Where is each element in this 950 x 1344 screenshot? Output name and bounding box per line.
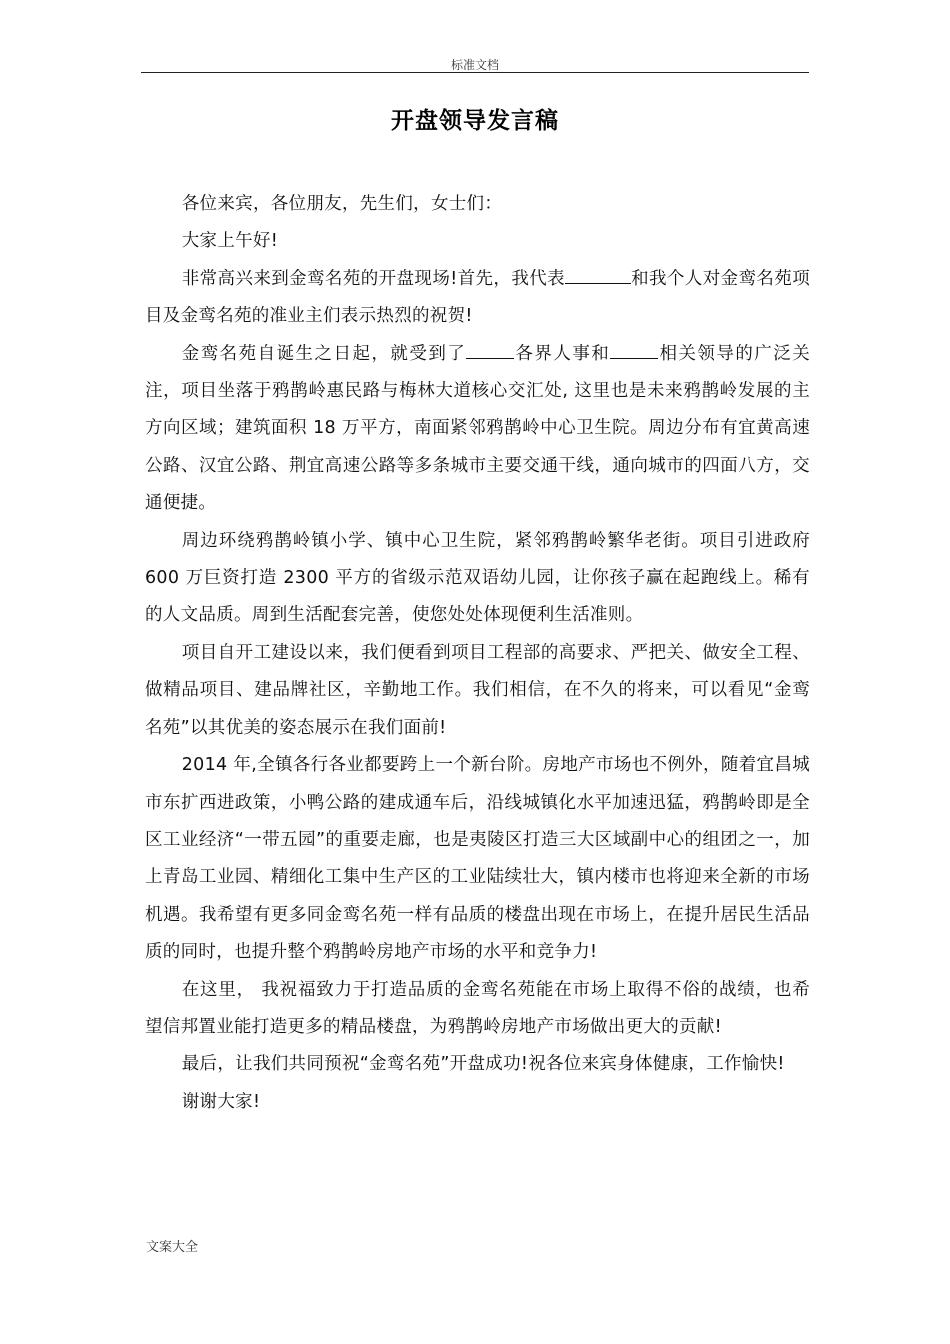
paragraph-surroundings: 周边环绕鸦鹊岭镇小学、镇中心卫生院，紧邻鸦鹊岭繁华老街。项目引进政府 600 万巨资打造 2300 平方的省级示范双语幼儿园，让你孩子赢在起跑线上。稀有的人文品质。周到生活配套完善，使您处处体现便利生活准则。: [145, 530, 810, 626]
fill-in-blank: [565, 264, 631, 283]
paragraph-text: 相关领导的广泛关注，项目坐落于鸦鹊岭惠民路与梅林大道核心交汇处, 这里也是未来鸦鹊岭发展的主方向区域；建筑面积 18 万平方，南面紧邻鸦鹊岭中心卫生院。周边分布有宜黄高速公路、汉宜公路、荆宜高速公路等多条城市主要交通干线，通向城市的四面八方，交通便捷。: [145, 343, 811, 514]
paragraph-construction: 项目自开工建设以来，我们便看到项目工程部的高要求、严把关、做安全工程、做精品项目、建品牌社区，辛勤地工作。我们相信，在不久的将来，可以看见“金鸾名苑”以其优美的姿态展示在我们面前!: [145, 642, 810, 738]
page-footer: 文案大全: [146, 1240, 199, 1255]
paragraph-text: 各界人事和: [514, 343, 611, 364]
page-header: 标准文档: [450, 58, 499, 72]
paragraph-text: 金鸾名苑自诞生之日起，就受到了: [181, 343, 467, 364]
paragraph-market: 2014 年,全镇各行各业都要跨上一个新台阶。房地产市场也不例外，随着宜昌城市东扩西进政策，小鸭公路的建成通车后，沿线城镇化水平加速迅猛，鸦鹊岭即是全区工业经济“一带五园”的重要走廊，也是夷陵区打造三大区域副中心的组团之一，加上青岛工业园、精细化工集中生产区的工业陆续壮大，镇内楼市也将迎来全新的市场机遇。我希望有更多同金鸾名苑一样有品质的楼盘出现在市场上，在提升居民生活品质的同时，也提升整个鸦鹊岭房地产市场的水平和竞争力!: [145, 755, 810, 963]
document-body: [145, 186, 810, 1121]
fill-in-blank: [466, 339, 514, 358]
greeting-line: 大家上午好!: [181, 231, 279, 252]
fill-in-blank: [610, 339, 658, 358]
paragraph-closing: 最后，让我们共同预祝“金鸾名苑”开盘成功!祝各位来宾身体健康，工作愉快!: [181, 1054, 785, 1075]
document-title: 开盘领导发言稿: [391, 108, 559, 134]
header-divider: [141, 72, 809, 73]
greeting-line: 各位来宾，各位朋友，先生们，女士们：: [181, 194, 503, 214]
paragraph-wishes: 在这里， 我祝福致力于打造品质的金鸾名苑能在市场上取得不俗的战绩，也希望信邦置业能打造更多的精品楼盘，为鸦鹊岭房地产市场做出更大的贡献!: [145, 979, 810, 1037]
paragraph-thanks: 谢谢大家!: [181, 1091, 261, 1112]
paragraph-project-intro: [145, 336, 810, 523]
paragraph-text: 非常高兴来到金鸾名苑的开盘现场!首先，我代表: [181, 268, 566, 289]
paragraph-text: 和我个人对金鸾名苑项目及金鸾名苑的准业主们表示热烈的祝贺!: [145, 268, 810, 327]
paragraph-opening: [145, 261, 810, 336]
